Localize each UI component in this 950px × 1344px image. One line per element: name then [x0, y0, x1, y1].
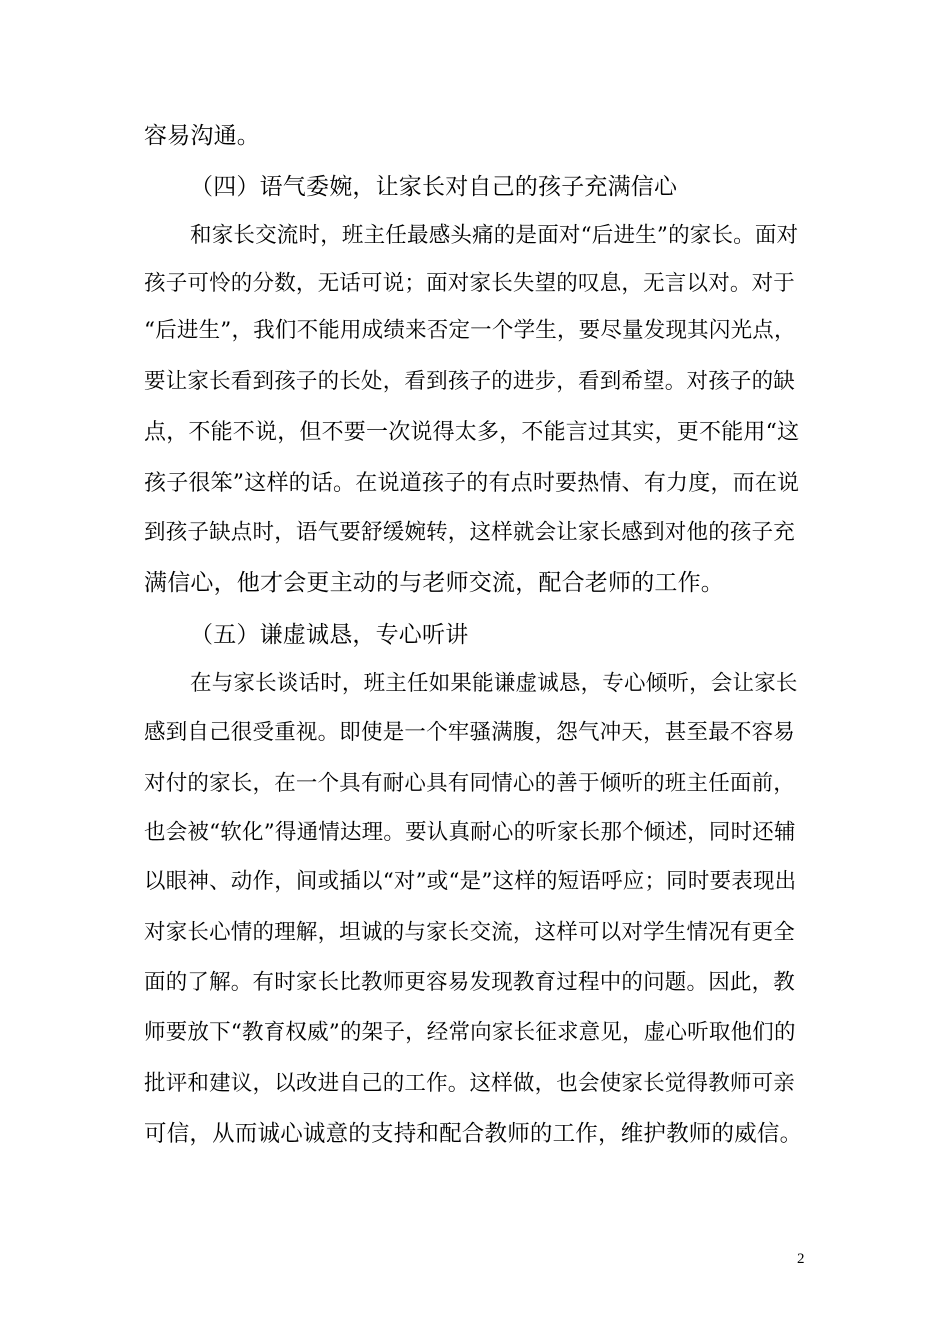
text-line: 到孩子缺点时，语气要舒缓婉转，这样就会让家长感到对他的孩子充 — [144, 520, 796, 545]
text-line: 师要放下“教育权威”的架子，经常向家长征求意见，虚心听取他们的 — [144, 1020, 796, 1045]
text-line: 要让家长看到孩子的长处，看到孩子的进步，看到希望。对孩子的缺 — [144, 369, 796, 394]
paragraph-start: 在与家长谈话时，班主任如果能谦虚诚恳，专心倾听，会让家长 — [190, 671, 798, 696]
page-number: 2 — [797, 1251, 805, 1267]
text-line: 容易沟通。 — [144, 123, 260, 149]
text-line: 点，不能不说，但不要一次说得太多，不能言过其实，更不能用“这 — [144, 420, 800, 445]
text-line: 孩子很笨”这样的话。在说道孩子的有点时要热情、有力度，而在说 — [144, 471, 800, 496]
text-line: 满信心，他才会更主动的与老师交流，配合老师的工作。 — [144, 570, 724, 596]
section-heading: （四）语气委婉，让家长对自己的孩子充满信心 — [190, 174, 678, 200]
text-line: 对付的家长，在一个具有耐心具有同情心的善于倾听的班主任面前， — [144, 771, 796, 796]
text-line: 以眼神、动作，间或插以“对”或“是”这样的短语呼应；同时要表现出 — [144, 869, 797, 894]
text-line: “后进生”，我们不能用成绩来否定一个学生，要尽量发现其闪光点， — [144, 318, 796, 343]
text-line: 可信，从而诚心诚意的支持和配合教师的工作，维护教师的威信。 — [144, 1121, 803, 1147]
text-line: 面的了解。有时家长比教师更容易发现教育过程中的问题。因此，教 — [144, 970, 796, 995]
text-line: 也会被“软化”得通情达理。要认真耐心的听家长那个倾述，同时还辅 — [144, 820, 796, 845]
text-line: 批评和建议，以改进自己的工作。这样做，也会使家长觉得教师可亲 — [144, 1071, 796, 1096]
section-heading: （五）谦虚诚恳，专心听讲 — [190, 622, 469, 648]
text-line: 对家长心情的理解，坦诚的与家长交流，这样可以对学生情况有更全 — [144, 920, 796, 945]
text-line: 感到自己很受重视。即使是一个牢骚满腹，怨气冲天，甚至最不容易 — [144, 720, 796, 745]
text-line: 孩子可怜的分数，无话可说；面对家长失望的叹息，无言以对。对于 — [144, 271, 796, 296]
paragraph-start: 和家长交流时，班主任最感头痛的是面对“后进生”的家长。面对 — [190, 223, 799, 248]
